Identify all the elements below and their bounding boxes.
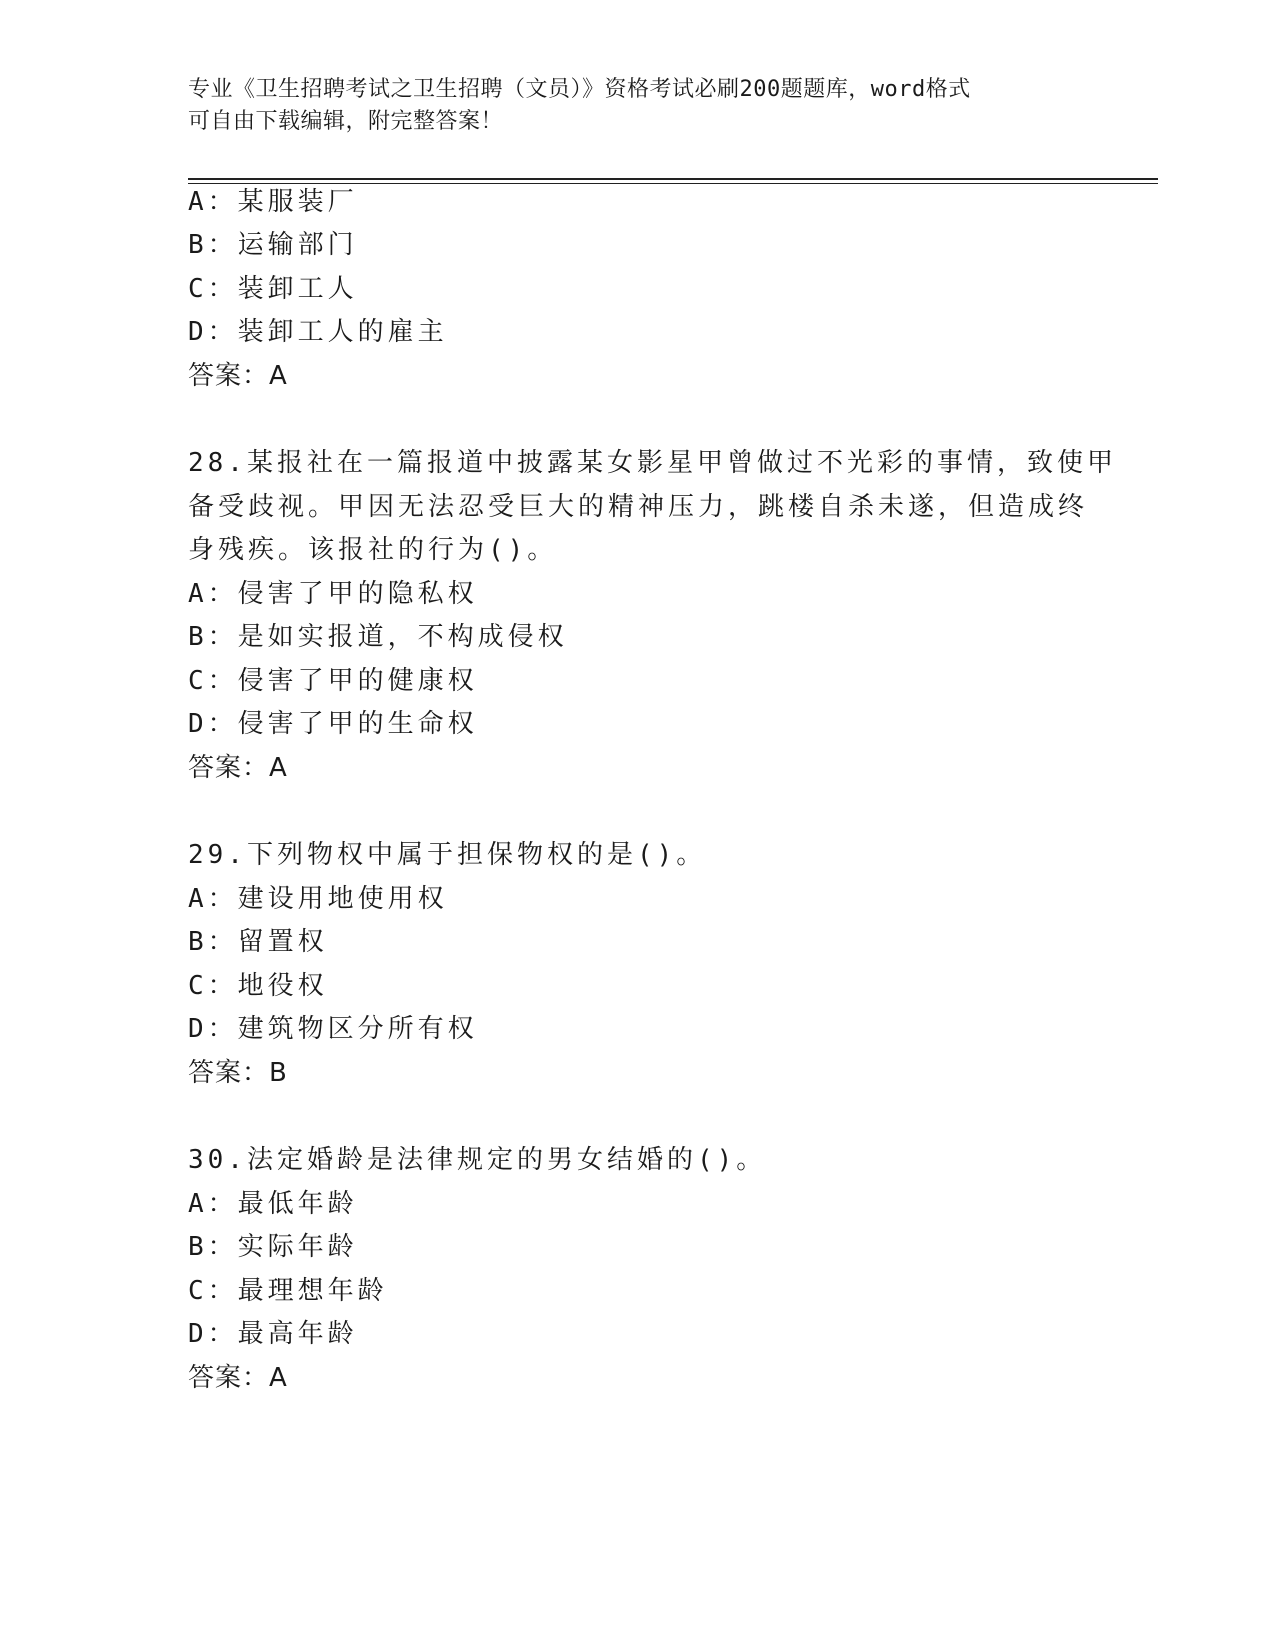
q29-answer: 答案：B bbox=[188, 1058, 288, 1088]
q30-option-c: C：最理想年龄 bbox=[188, 1276, 388, 1306]
q28-option-c: C：侵害了甲的健康权 bbox=[188, 666, 478, 696]
q27-option-a: A：某服装厂 bbox=[188, 187, 358, 217]
q27-option-d: D：装卸工人的雇主 bbox=[188, 317, 448, 347]
q29-option-d: D：建筑物区分所有权 bbox=[188, 1014, 478, 1044]
q29-option-c: C：地役权 bbox=[188, 971, 328, 1001]
q28-option-b: B：是如实报道，不构成侵权 bbox=[188, 622, 568, 652]
q27-option-c: C：装卸工人 bbox=[188, 274, 358, 304]
q28-answer: 答案：A bbox=[188, 753, 288, 783]
q30-option-d: D：最高年龄 bbox=[188, 1319, 358, 1349]
q29-option-b: B：留置权 bbox=[188, 927, 328, 957]
q28-stem-line-2: 备受歧视。甲因无法忍受巨大的精神压力，跳楼自杀未遂，但造成终 bbox=[188, 492, 1089, 522]
header-divider-thin bbox=[188, 183, 1158, 184]
header-title-line-1: 专业《卫生招聘考试之卫生招聘（文员）》资格考试必刷200题题库，word格式 bbox=[188, 77, 971, 102]
header-divider-thick bbox=[188, 178, 1158, 180]
q27-option-b: B：运输部门 bbox=[188, 230, 358, 260]
q28-stem-line-3: 身残疾。该报社的行为()。 bbox=[188, 535, 558, 565]
q29-stem: 29.下列物权中属于担保物权的是()。 bbox=[188, 840, 707, 870]
q30-stem: 30.法定婚龄是法律规定的男女结婚的()。 bbox=[188, 1145, 767, 1175]
q28-option-a: A：侵害了甲的隐私权 bbox=[188, 579, 478, 609]
q27-answer: 答案：A bbox=[188, 361, 288, 391]
q29-option-a: A：建设用地使用权 bbox=[188, 884, 448, 914]
q30-option-b: B：实际年龄 bbox=[188, 1232, 358, 1262]
q28-option-d: D：侵害了甲的生命权 bbox=[188, 709, 478, 739]
q30-option-a: A：最低年龄 bbox=[188, 1189, 358, 1219]
q28-stem-line-1: 28.某报社在一篇报道中披露某女影星甲曾做过不光彩的事情，致使甲 bbox=[188, 448, 1117, 478]
q30-answer: 答案：A bbox=[188, 1363, 288, 1393]
document-header bbox=[188, 74, 1088, 138]
header-title-line-2: 可自由下载编辑，附完整答案！ bbox=[188, 109, 504, 134]
